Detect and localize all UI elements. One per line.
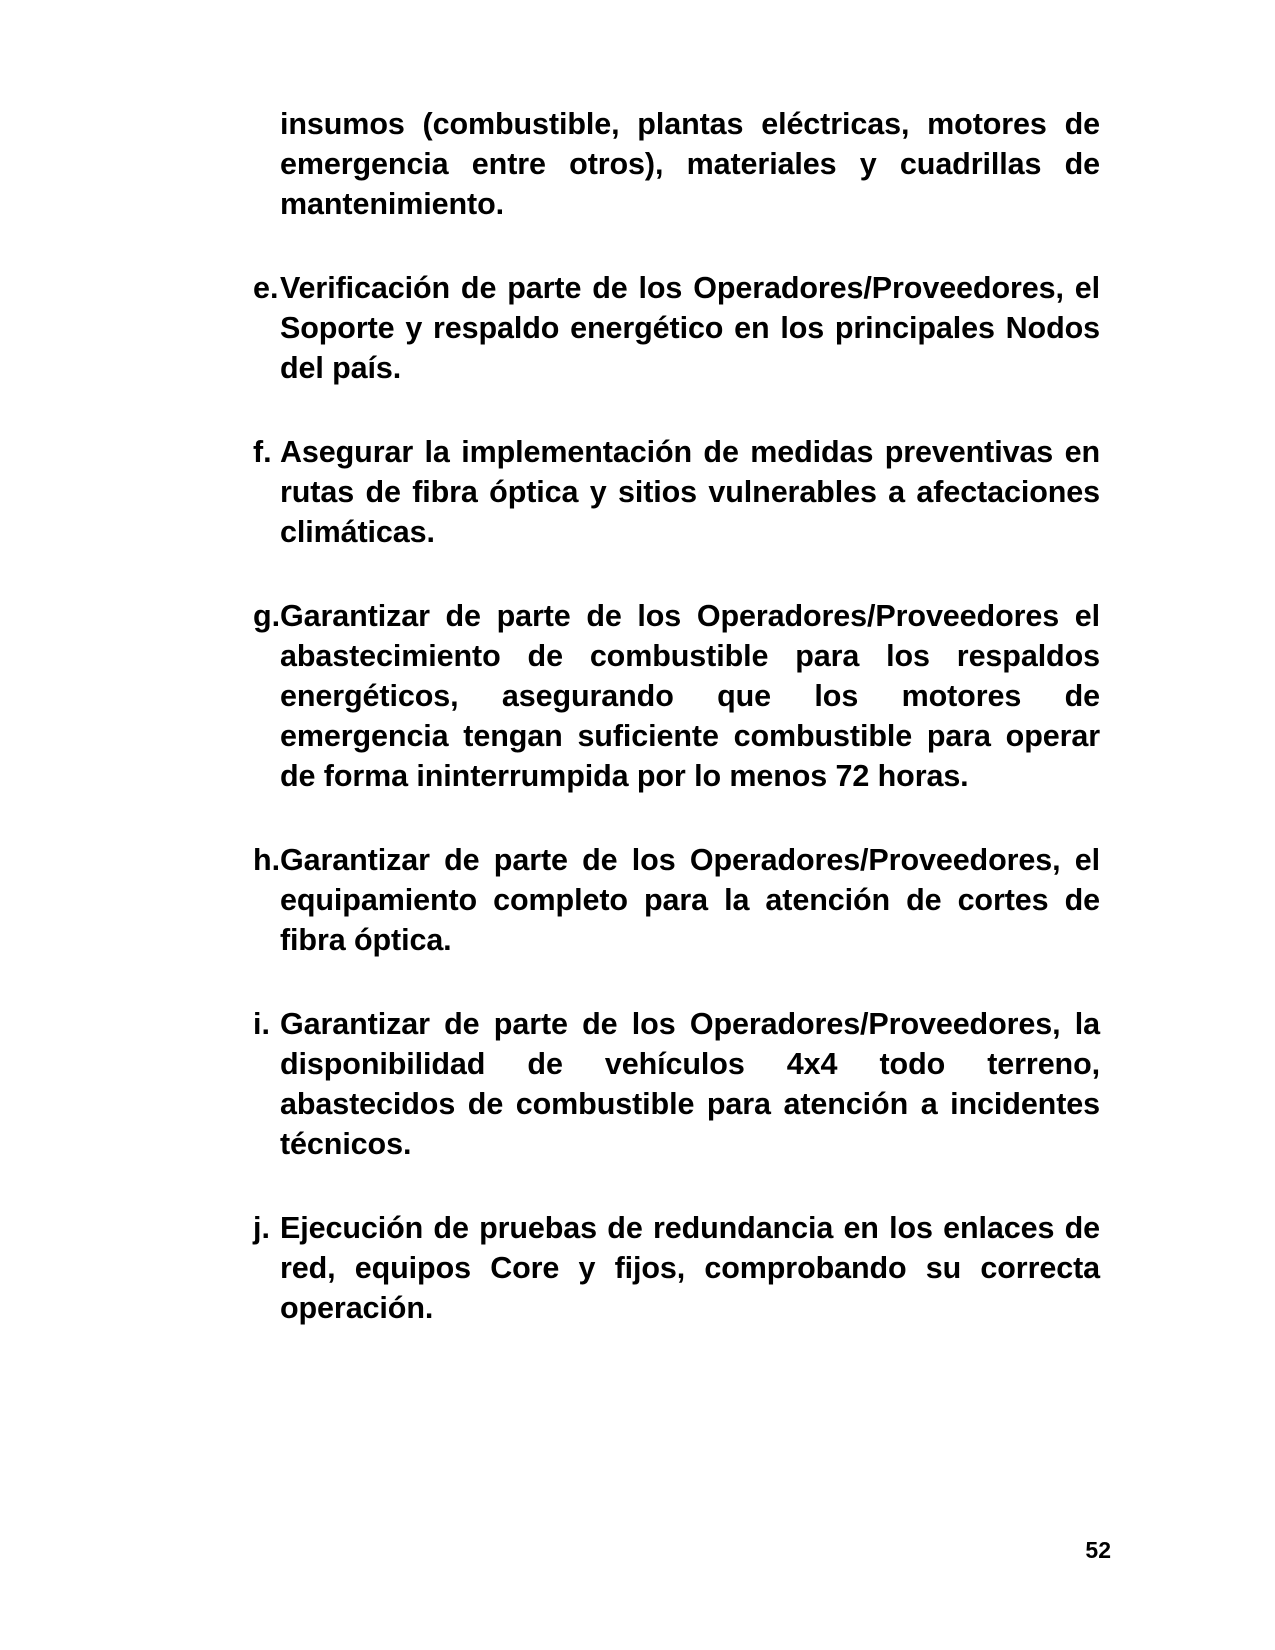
list-item-text: Ejecución de pruebas de redundancia en los enlaces de red, equipos Core y fijos, comprobando su correcta operación.	[280, 1211, 1100, 1325]
list-marker: e.	[253, 271, 279, 305]
list-item	[253, 596, 1100, 796]
page-number: 52	[1085, 1537, 1111, 1563]
list-marker: g.	[253, 599, 281, 633]
list-item	[253, 268, 1100, 388]
lettered-list	[253, 268, 1100, 1328]
list-marker: f.	[253, 435, 272, 469]
page-content	[253, 104, 1100, 1328]
list-item-text: Garantizar de parte de los Operadores/Proveedores, la disponibilidad de vehículos 4x4 todo terreno, abastecidos de combustible para atención a incidentes técnicos.	[280, 1007, 1100, 1161]
list-item-text: Garantizar de parte de los Operadores/Proveedores el abastecimiento de combustible para los respaldos energéticos, asegurando que los motores de emergencia tengan suficiente combustible para operar de forma ininterrumpida por lo menos 72 horas.	[280, 599, 1100, 793]
list-item	[253, 432, 1100, 552]
list-item	[253, 1004, 1100, 1164]
continuation-paragraph: insumos (combustible, plantas eléctricas, motores de emergencia entre otros), materiales y cuadrillas de mantenimiento.	[280, 107, 1100, 221]
list-marker: i.	[253, 1007, 270, 1041]
list-item	[253, 1208, 1100, 1328]
list-item-text: Verificación de parte de los Operadores/Proveedores, el Soporte y respaldo energético en los principales Nodos del país.	[280, 271, 1100, 385]
list-item-text: Asegurar la implementación de medidas preventivas en rutas de fibra óptica y sitios vulnerables a afectaciones climáticas.	[280, 435, 1100, 549]
list-marker: j.	[253, 1211, 270, 1245]
list-marker: h.	[253, 843, 281, 877]
list-item	[253, 840, 1100, 960]
list-item-text: Garantizar de parte de los Operadores/Proveedores, el equipamiento completo para la atención de cortes de fibra óptica.	[280, 843, 1100, 957]
